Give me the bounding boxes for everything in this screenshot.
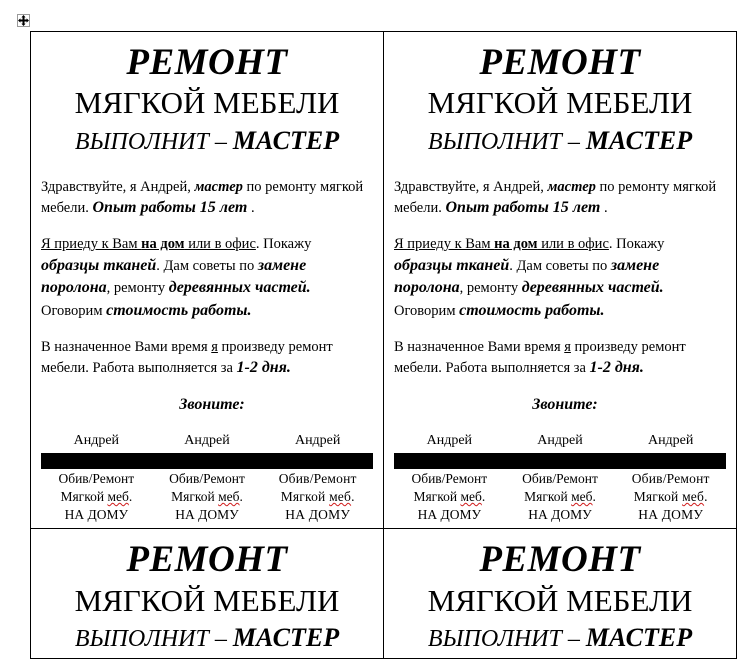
intro-text-2: мастер	[547, 178, 596, 195]
tab-detail-line-2	[41, 488, 152, 506]
services-text-11: стоимость работы.	[459, 302, 605, 320]
flyer-headline-tertiary	[394, 622, 726, 654]
flyer	[31, 32, 383, 528]
flyer-headline-tertiary	[41, 125, 373, 157]
flyer	[384, 32, 736, 528]
tab-detail-line-2-suffix: .	[128, 488, 133, 504]
intro-text-4: Опыт работы 15 лет	[445, 199, 601, 217]
tab-detail-line-2-prefix: Мягкой	[524, 488, 572, 504]
flyer-headline-secondary: МЯГКОЙ МЕБЕЛИ	[427, 582, 693, 618]
tab-details-row	[41, 470, 373, 524]
services-text-7: замене поролона	[41, 256, 307, 297]
misspelled-word[interactable]: меб	[571, 488, 593, 504]
tab-names-row	[394, 432, 726, 451]
tab-detail-line-3: НА ДОМУ	[64, 507, 129, 523]
tab-detail-line-2-suffix: .	[704, 488, 708, 504]
headline-tertiary-regular: ВЫПОЛНИТ –	[427, 129, 586, 156]
flyer-table[interactable]	[30, 31, 737, 659]
intro-text-2: мастер	[194, 178, 243, 195]
tab-details-row	[394, 470, 726, 524]
intro-text-3: по ремонту мягкой мебели.	[41, 178, 364, 217]
tab-detail-line-3: НА ДОМУ	[285, 507, 351, 523]
misspelled-word[interactable]: меб	[329, 488, 352, 504]
tab-name: Андрей	[294, 433, 341, 449]
redacted-phone-bar	[41, 453, 373, 469]
services-text-8: , ремонту	[459, 280, 522, 297]
intro-text-4: Опыт работы 15 лет	[92, 199, 248, 217]
timing-text-3: произведу ремонт мебели. Работа выполняется за	[41, 338, 333, 377]
services-text-9: деревянных частей.	[168, 279, 311, 297]
tear-off-tabs	[41, 432, 373, 524]
services-text-11: стоимость работы.	[106, 302, 252, 320]
services-text-4: . Покажу	[255, 236, 312, 253]
tab-detail	[41, 470, 152, 524]
timing-text-2: я	[564, 338, 571, 355]
tab-detail-line-1: Обив/Ремонт	[58, 470, 135, 486]
intro-text-5: .	[247, 200, 255, 217]
tab-detail-line-2	[615, 488, 726, 506]
timing-text-2: я	[211, 338, 218, 355]
flyer-headline-tertiary	[394, 125, 726, 157]
services-text-5: образцы тканей	[41, 256, 157, 274]
tab-detail	[394, 470, 505, 524]
tab-name: Андрей	[184, 433, 230, 449]
services-text-2: на дом	[141, 236, 185, 253]
tab-detail-line-1: Обив/Ремонт	[411, 470, 488, 486]
redacted-phone-bar	[394, 453, 726, 469]
tab-detail-line-2	[505, 488, 616, 506]
tab-detail	[615, 470, 726, 524]
services-text-6: . Дам советы по	[156, 257, 258, 274]
intro-text-5: .	[600, 200, 608, 217]
headline-tertiary-regular: ВЫПОЛНИТ –	[74, 129, 233, 156]
tab-name: Андрей	[647, 433, 694, 449]
flyer-cell[interactable]	[31, 529, 384, 659]
tab-detail-line-3: НА ДОМУ	[528, 507, 592, 523]
tab-detail-line-2	[152, 488, 263, 506]
move-four-arrows-icon	[18, 15, 29, 26]
tab-name: Андрей	[73, 433, 120, 449]
flyer-headline-primary: РЕМОНТ	[479, 42, 641, 83]
tab-names-row	[41, 432, 373, 451]
misspelled-word[interactable]: меб	[682, 488, 705, 504]
headline-tertiary-strong: МАСТЕР	[232, 623, 340, 653]
flyer-call-to-action: Звоните:	[532, 396, 598, 414]
tab-detail-line-2-prefix: Мягкой	[280, 488, 330, 504]
flyer-headline-primary: РЕМОНТ	[126, 539, 288, 581]
services-text-4: . Покажу	[608, 236, 665, 253]
tab-detail-line-2-suffix: .	[239, 488, 243, 504]
intro-text-1: Здравствуйте, я Андрей,	[41, 178, 195, 195]
services-text-9: деревянных частей.	[521, 279, 664, 297]
flyer-cell[interactable]	[384, 32, 737, 529]
services-text-7: замене поролона	[394, 256, 660, 297]
flyer-headline-secondary: МЯГКОЙ МЕБЕЛИ	[74, 85, 340, 121]
flyer-paragraph-intro	[394, 177, 726, 220]
flyer-cell[interactable]	[31, 32, 384, 529]
services-text-8: , ремонту	[106, 280, 169, 297]
services-text-6: . Дам советы по	[509, 257, 611, 274]
tab-detail-line-2-prefix: Мягкой	[60, 488, 108, 504]
tab-detail-line-1: Обив/Ремонт	[278, 470, 357, 486]
headline-tertiary-strong: МАСТЕР	[585, 623, 693, 653]
tab-detail-line-3: НА ДОМУ	[417, 507, 482, 523]
services-text-2: на дом	[494, 236, 538, 253]
tab-detail	[152, 470, 263, 524]
tab-name: Андрей	[426, 433, 473, 449]
tear-off-tabs	[394, 432, 726, 524]
tab-name: Андрей	[537, 433, 583, 449]
timing-text-3: произведу ремонт мебели. Работа выполняется за	[394, 338, 686, 377]
intro-text-3: по ремонту мягкой мебели.	[394, 178, 717, 217]
tab-detail-line-2	[394, 488, 505, 506]
flyer-headline-secondary: МЯГКОЙ МЕБЕЛИ	[427, 85, 693, 121]
tab-detail-line-2-prefix: Мягкой	[633, 488, 683, 504]
headline-tertiary-regular: ВЫПОЛНИТ –	[74, 626, 233, 653]
flyer-paragraph-timing	[41, 337, 373, 380]
tab-detail-line-1: Обив/Ремонт	[169, 470, 245, 486]
tab-detail-line-2-suffix: .	[481, 488, 486, 504]
tab-detail-line-2-prefix: Мягкой	[171, 488, 219, 504]
flyer-paragraph-timing	[394, 337, 726, 380]
flyer-headline-secondary: МЯГКОЙ МЕБЕЛИ	[74, 582, 340, 618]
flyer-call-to-action: Звоните:	[179, 396, 245, 414]
tab-detail-line-2-suffix: .	[592, 488, 596, 504]
services-text-5: образцы тканей	[394, 256, 510, 274]
services-text-10: Оговорим	[394, 303, 460, 320]
misspelled-word[interactable]: меб	[460, 488, 482, 504]
tab-detail-line-1: Обив/Ремонт	[631, 470, 710, 486]
tab-detail-line-2-prefix: Мягкой	[413, 488, 461, 504]
tab-detail	[505, 470, 616, 524]
table-row	[31, 529, 737, 659]
intro-text-1: Здравствуйте, я Андрей,	[394, 178, 548, 195]
timing-text-4: 1-2 дня.	[589, 359, 644, 377]
flyer-paragraph-services	[41, 234, 373, 323]
flyer-paragraph-intro	[41, 177, 373, 220]
headline-tertiary-strong: МАСТЕР	[232, 126, 340, 156]
flyer-headline-tertiary	[41, 622, 373, 654]
tab-detail-line-1: Обив/Ремонт	[522, 470, 598, 486]
tab-detail-line-3: НА ДОМУ	[175, 507, 239, 523]
flyer-paragraph-services	[394, 234, 726, 323]
tab-detail	[262, 470, 373, 524]
flyer-cell[interactable]	[384, 529, 737, 659]
timing-text-1: В назначенное Вами время	[41, 338, 212, 355]
services-text-3: или в офис	[537, 236, 609, 253]
timing-text-4: 1-2 дня.	[236, 359, 291, 377]
headline-tertiary-regular: ВЫПОЛНИТ –	[427, 626, 586, 653]
table-move-handle[interactable]	[17, 14, 30, 27]
services-text-10: Оговорим	[41, 303, 107, 320]
table-row	[31, 32, 737, 529]
flyer-headline-primary: РЕМОНТ	[126, 42, 288, 83]
flyer	[384, 529, 736, 658]
services-text-1: Я приеду к Вам	[41, 236, 142, 253]
tab-detail-line-2-suffix: .	[351, 488, 355, 504]
timing-text-1: В назначенное Вами время	[394, 338, 565, 355]
services-text-1: Я приеду к Вам	[394, 236, 495, 253]
misspelled-word[interactable]: меб	[218, 488, 240, 504]
flyer	[31, 529, 383, 658]
flyer-headline-primary: РЕМОНТ	[479, 539, 641, 581]
headline-tertiary-strong: МАСТЕР	[585, 126, 693, 156]
tab-detail-line-2	[262, 488, 373, 506]
tab-detail-line-3: НА ДОМУ	[638, 507, 704, 523]
misspelled-word[interactable]: меб	[107, 488, 129, 504]
services-text-3: или в офис	[184, 236, 256, 253]
